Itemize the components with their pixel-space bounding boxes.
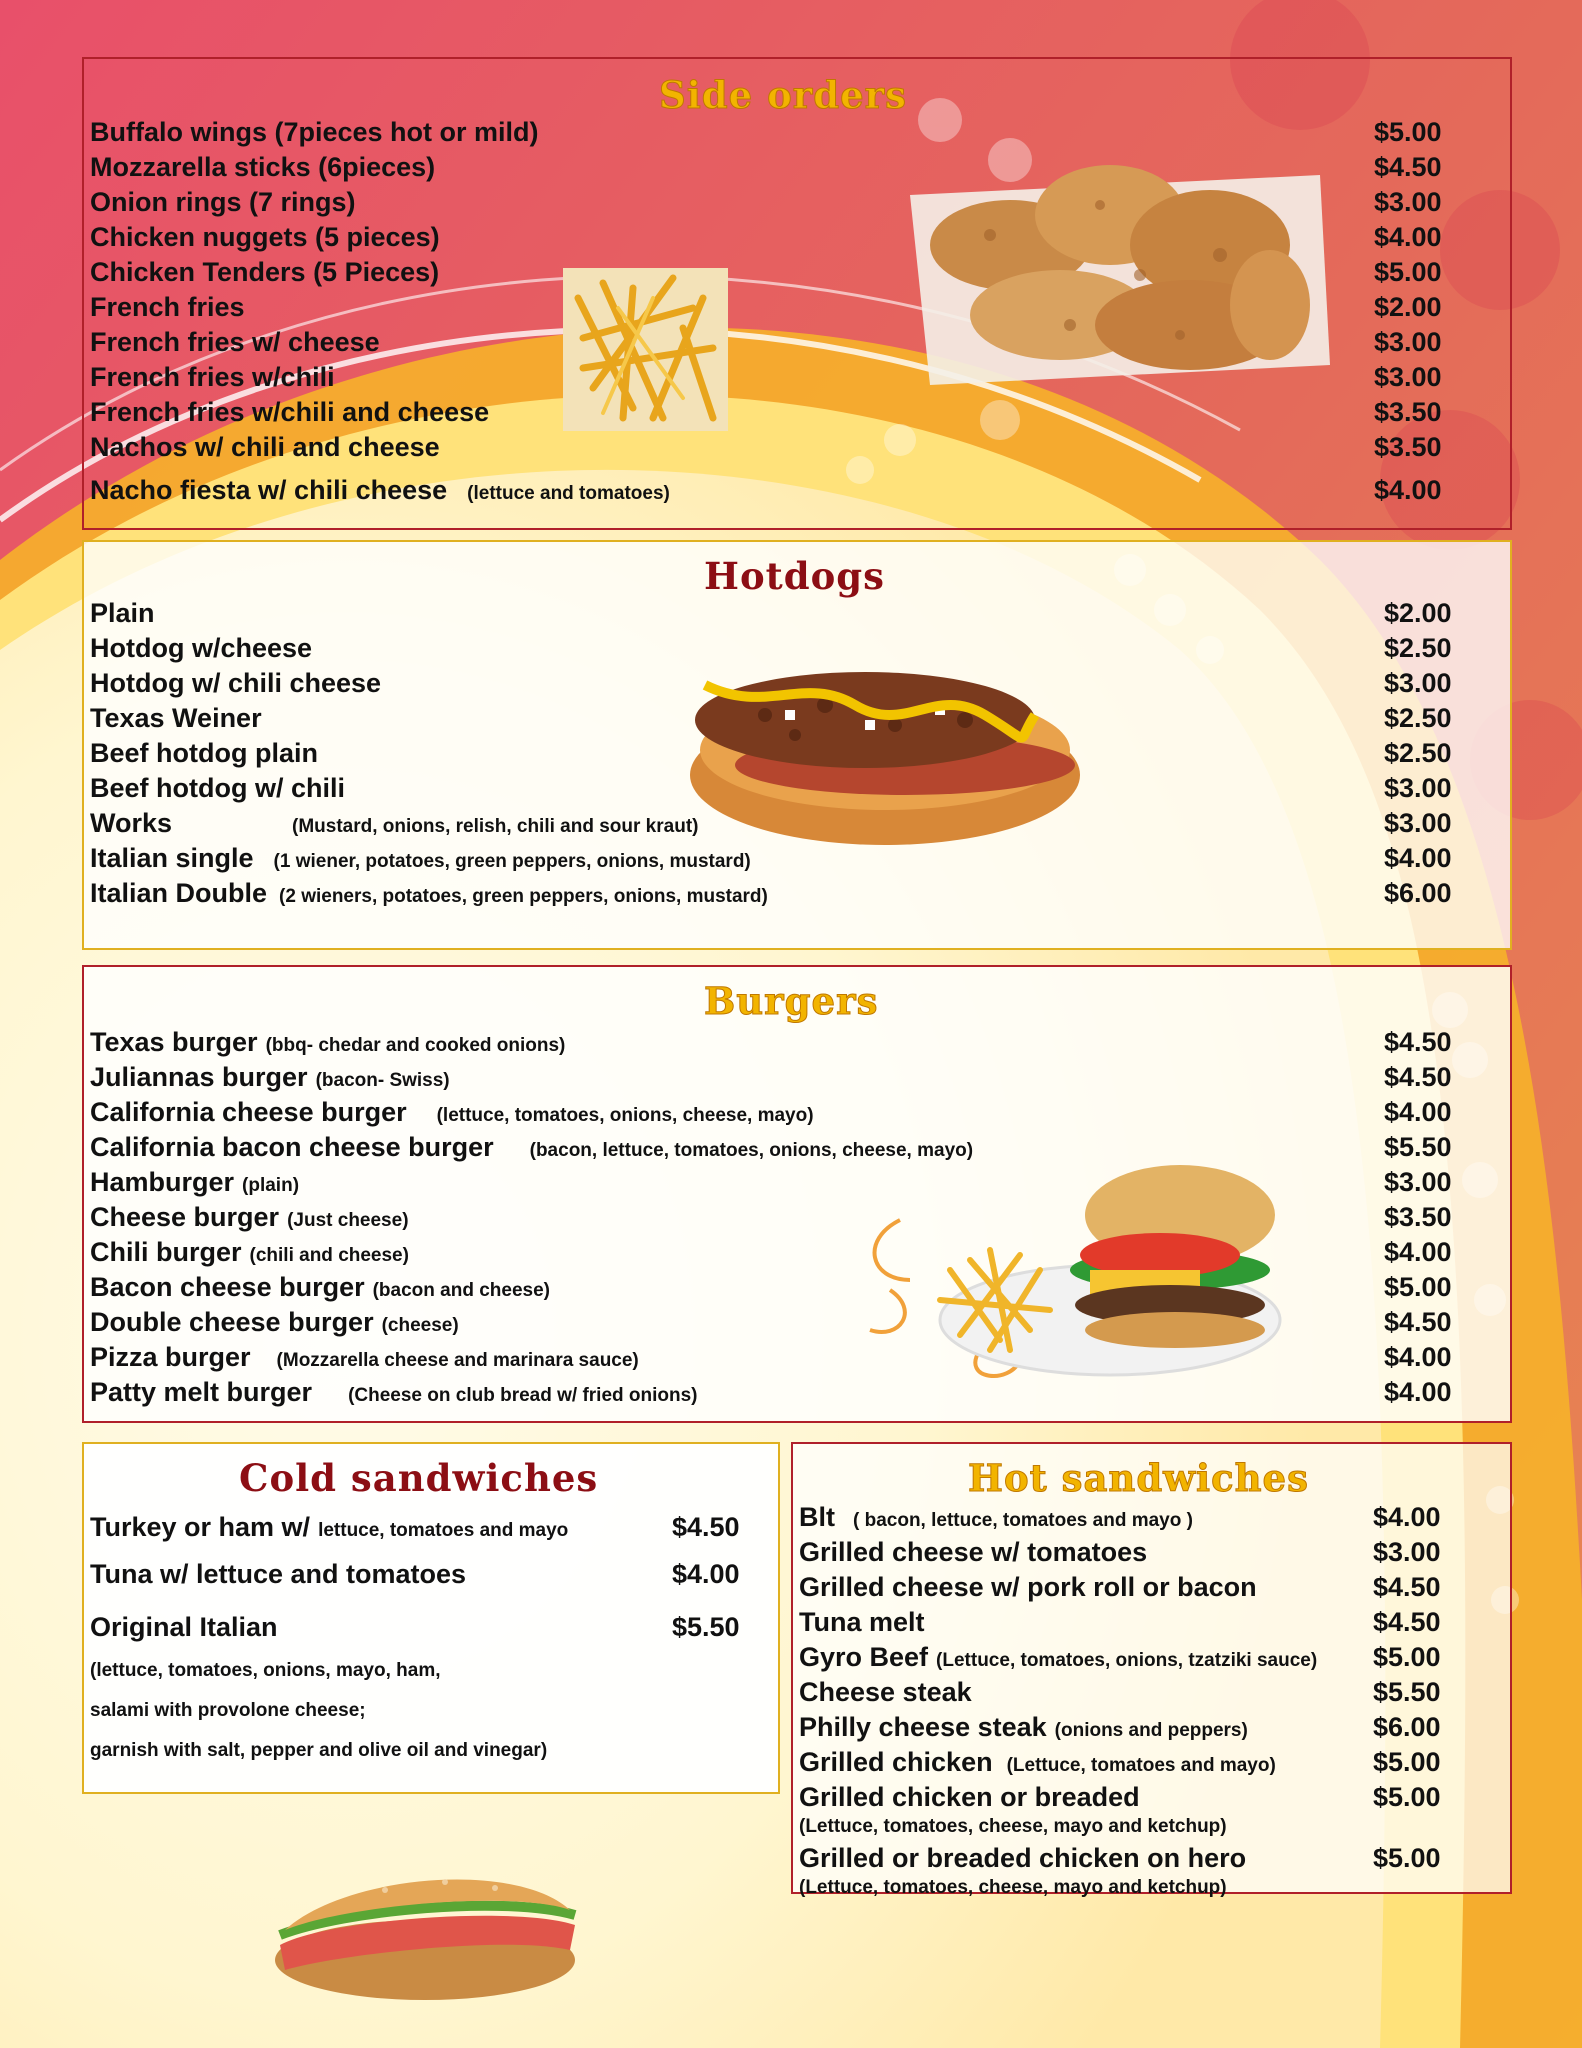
- item-name: California cheese burger: [90, 1097, 407, 1127]
- menu-item: [799, 1677, 972, 1708]
- menu-item: [799, 1537, 1147, 1568]
- menu-item: [90, 1307, 459, 1338]
- section-title: Hot sandwiches: [968, 1456, 1309, 1500]
- item-price: $3.00: [1374, 187, 1442, 217]
- item-price: $2.50: [1384, 738, 1452, 768]
- menu-item: [90, 1342, 639, 1373]
- section-title: Side orders: [659, 73, 907, 117]
- item-name: Nacho fiesta w/ chili cheese: [90, 475, 448, 505]
- item-note: (bacon- Swiss): [315, 1070, 450, 1091]
- menu-item: [799, 1607, 925, 1638]
- item-note: (lettuce and tomatoes): [467, 483, 670, 504]
- item-name: Patty melt burger: [90, 1377, 313, 1407]
- menu-item: [90, 475, 670, 506]
- menu-item: [90, 362, 335, 393]
- item-name: French fries w/ cheese: [90, 327, 380, 357]
- item-name: Onion rings (7 rings): [90, 187, 356, 217]
- item-price: $5.00: [1384, 1272, 1452, 1302]
- item-price: $4.50: [672, 1512, 740, 1542]
- menu-item: [90, 1512, 568, 1543]
- item-price: $3.00: [1384, 773, 1452, 803]
- item-price: $3.50: [1384, 1202, 1452, 1232]
- item-name: Nachos w/ chili and cheese: [90, 432, 440, 462]
- menu-item: [90, 1612, 278, 1643]
- item-note: (Cheese on club bread w/ fried onions): [348, 1385, 698, 1406]
- item-price: $2.50: [1384, 633, 1452, 663]
- menu-item: [799, 1642, 1317, 1673]
- item-name: Italian single: [90, 843, 254, 873]
- menu-item: [90, 1559, 466, 1590]
- chili-hotdog-image: [685, 625, 1085, 855]
- menu-item: [90, 808, 698, 839]
- item-price: $4.00: [1374, 475, 1442, 505]
- item-price: $5.00: [1373, 1747, 1441, 1777]
- item-price: $4.50: [1384, 1307, 1452, 1337]
- item-name: Grilled chicken: [799, 1747, 993, 1777]
- section-title: Burgers: [704, 979, 879, 1023]
- item-name: Chili burger: [90, 1237, 242, 1267]
- menu-item: [90, 187, 356, 218]
- italian-description: (lettuce, tomatoes, onions, mayo, ham,: [90, 1660, 441, 1681]
- item-name: Tuna w/ lettuce and tomatoes: [90, 1559, 467, 1589]
- sub-sandwich-image: [265, 1850, 585, 2010]
- item-price: $5.50: [1373, 1677, 1441, 1707]
- cold-sandwiches-section: [82, 1442, 780, 1794]
- item-note: lettuce, tomatoes and mayo: [318, 1520, 569, 1541]
- menu-item: [90, 1202, 409, 1233]
- item-price: $5.00: [1374, 117, 1442, 147]
- item-price: $4.50: [1384, 1027, 1452, 1057]
- item-note: (Lettuce, tomatoes, cheese, mayo and ketchup): [799, 1816, 1227, 1837]
- menu-item: [90, 1097, 814, 1128]
- menu-item: [90, 703, 262, 734]
- item-name: French fries: [90, 292, 245, 322]
- menu-item: [90, 222, 440, 253]
- item-name: Pizza burger: [90, 1342, 251, 1372]
- item-price: $4.00: [1384, 843, 1452, 873]
- item-name: Juliannas burger: [90, 1062, 308, 1092]
- menu-item: [90, 257, 439, 288]
- item-name: Grilled cheese w/ tomatoes: [799, 1537, 1148, 1567]
- item-name: Cheese burger: [90, 1202, 280, 1232]
- item-note: (bbq- chedar and cooked onions): [265, 1035, 566, 1056]
- menu-item: [90, 843, 751, 874]
- menu-item: [799, 1712, 1248, 1743]
- menu-item: [90, 633, 312, 664]
- menu-item: [90, 117, 539, 148]
- hot-sandwiches-section: [791, 1442, 1512, 1898]
- menu-item: [90, 292, 245, 323]
- item-name: Beef hotdog plain: [90, 738, 318, 768]
- item-price: $4.00: [1374, 222, 1442, 252]
- item-note: (Mozzarella cheese and marinara sauce): [276, 1350, 639, 1371]
- item-price: $2.00: [1384, 598, 1452, 628]
- menu-item: [90, 152, 435, 183]
- item-price: $5.50: [672, 1612, 740, 1642]
- item-price: $2.00: [1374, 292, 1442, 322]
- menu-item: [799, 1782, 1140, 1813]
- item-name: Gyro Beef: [799, 1642, 929, 1672]
- item-price: $3.50: [1374, 432, 1442, 462]
- item-note: (Just cheese): [287, 1210, 409, 1231]
- item-note: (cheese): [381, 1315, 459, 1336]
- item-name: Double cheese burger: [90, 1307, 374, 1337]
- item-note: (lettuce, tomatoes, onions, cheese, mayo): [436, 1105, 814, 1126]
- item-price: $4.00: [1384, 1097, 1452, 1127]
- menu-item: [90, 1237, 409, 1268]
- item-name: Mozzarella sticks (6pieces): [90, 152, 436, 182]
- item-price: $3.00: [1374, 327, 1442, 357]
- item-price: $4.00: [1384, 1377, 1452, 1407]
- item-price: $5.00: [1373, 1642, 1441, 1672]
- menu-item: [90, 1132, 973, 1163]
- menu-item: [799, 1843, 1246, 1874]
- item-price: $4.50: [1373, 1607, 1441, 1637]
- item-name: Hotdog w/cheese: [90, 633, 313, 663]
- item-note: (1 wiener, potatoes, green peppers, onions, mustard): [273, 851, 751, 872]
- item-name: Buffalo wings (7pieces hot or mild): [90, 117, 539, 147]
- item-name: Bacon cheese burger: [90, 1272, 365, 1302]
- menu-item: [90, 397, 489, 428]
- item-price: $4.50: [1374, 152, 1442, 182]
- item-name: Chicken nuggets (5 pieces): [90, 222, 440, 252]
- item-note: (Lettuce, tomatoes, onions, tzatziki sauce): [936, 1650, 1318, 1671]
- italian-description: garnish with salt, pepper and olive oil and vinegar): [90, 1740, 548, 1761]
- item-price: $5.00: [1373, 1782, 1441, 1812]
- item-note: (plain): [242, 1175, 300, 1196]
- item-price: $2.50: [1384, 703, 1452, 733]
- menu-item: [90, 432, 440, 463]
- french-fries-image: [563, 268, 728, 431]
- item-price: $4.00: [672, 1559, 740, 1589]
- menu-item: [90, 878, 768, 909]
- item-note: ( bacon, lettuce, tomatoes and mayo ): [853, 1510, 1193, 1531]
- menu-item: [799, 1572, 1257, 1603]
- item-price: $5.00: [1373, 1843, 1441, 1873]
- burger-plate-image: [860, 1160, 1330, 1390]
- menu-item: [90, 738, 318, 769]
- menu-item: [90, 668, 381, 699]
- item-name: Grilled cheese w/ pork roll or bacon: [799, 1572, 1257, 1602]
- section-title: Hotdogs: [704, 554, 885, 598]
- menu-item: [90, 598, 155, 629]
- menu-item: [90, 1377, 698, 1408]
- item-name: Texas burger: [90, 1027, 258, 1057]
- item-name: Philly cheese steak: [799, 1712, 1047, 1742]
- item-price: $6.00: [1384, 878, 1452, 908]
- item-price: $3.50: [1374, 397, 1442, 427]
- item-note: (bacon, lettuce, tomatoes, onions, cheese, mayo): [529, 1140, 974, 1161]
- item-name: Grilled chicken or breaded: [799, 1782, 1140, 1812]
- item-price: $6.00: [1373, 1712, 1441, 1742]
- item-note: (onions and peppers): [1054, 1720, 1248, 1741]
- item-name: Hotdog w/ chili cheese: [90, 668, 382, 698]
- item-name: Blt: [799, 1502, 835, 1532]
- item-name: Cheese steak: [799, 1677, 972, 1707]
- italian-description: salami with provolone cheese;: [90, 1700, 366, 1721]
- section-title: Cold sandwiches: [239, 1456, 599, 1500]
- menu-item: [90, 327, 380, 358]
- item-note: (Mustard, onions, relish, chili and sour kraut): [292, 816, 699, 837]
- item-name: French fries w/chili and cheese: [90, 397, 490, 427]
- menu-item: [90, 1062, 450, 1093]
- menu-item: [90, 1272, 550, 1303]
- item-name: Tuna melt: [799, 1607, 925, 1637]
- item-note: (bacon and cheese): [372, 1280, 550, 1301]
- menu-item: [90, 1027, 565, 1058]
- item-price: $3.00: [1384, 668, 1452, 698]
- item-price: $4.50: [1384, 1062, 1452, 1092]
- item-name: Plain: [90, 598, 155, 628]
- item-name: French fries w/chili: [90, 362, 335, 392]
- chicken-wings-image: [890, 135, 1340, 395]
- menu-item: [90, 1167, 299, 1198]
- item-price: $3.00: [1373, 1537, 1441, 1567]
- item-price: $5.50: [1384, 1132, 1452, 1162]
- item-name: Beef hotdog w/ chili: [90, 773, 345, 803]
- item-note: (chili and cheese): [249, 1245, 409, 1266]
- item-price: $4.50: [1373, 1572, 1441, 1602]
- item-name: Turkey or ham w/: [90, 1512, 311, 1542]
- item-name: Grilled or breaded chicken on hero: [799, 1843, 1247, 1873]
- item-note: (Lettuce, tomatoes, cheese, mayo and ketchup): [799, 1877, 1227, 1898]
- menu-item: [799, 1747, 1276, 1778]
- menu-item: [90, 773, 345, 804]
- item-name: Italian Double: [90, 878, 268, 908]
- item-name: California bacon cheese burger: [90, 1132, 494, 1162]
- item-name: Works: [90, 808, 173, 838]
- item-price: $4.00: [1384, 1237, 1452, 1267]
- item-price: $4.00: [1373, 1502, 1441, 1532]
- item-price: $3.00: [1374, 362, 1442, 392]
- item-name: Hamburger: [90, 1167, 235, 1197]
- item-price: $3.00: [1384, 808, 1452, 838]
- item-note: (2 wieners, potatoes, green peppers, onions, mustard): [279, 886, 768, 907]
- item-note: (Lettuce, tomatoes and mayo): [1006, 1755, 1276, 1776]
- item-name: Chicken Tenders (5 Pieces): [90, 257, 440, 287]
- item-price: $5.00: [1374, 257, 1442, 287]
- item-name: Texas Weiner: [90, 703, 262, 733]
- item-price: $4.00: [1384, 1342, 1452, 1372]
- item-price: $3.00: [1384, 1167, 1452, 1197]
- item-name: Original Italian: [90, 1612, 278, 1642]
- menu-item: [799, 1502, 1193, 1533]
